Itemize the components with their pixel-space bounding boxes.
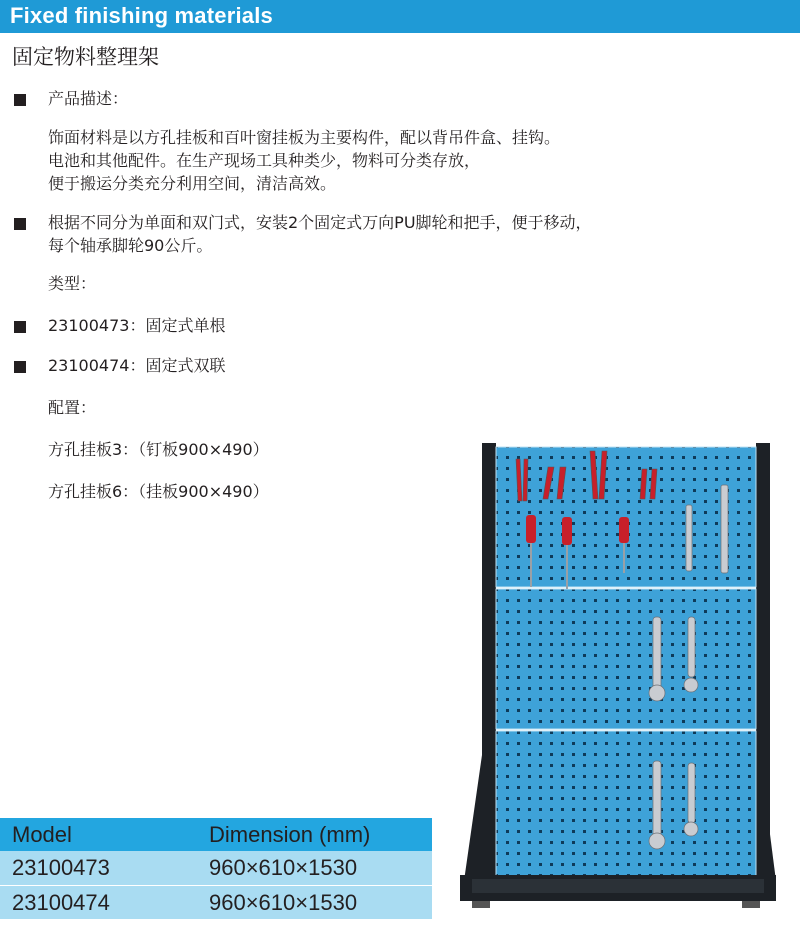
type-item: 23100474：固定式双联 <box>48 356 226 375</box>
desc-line: 饰面材料是以方孔挂板和百叶窗挂板为主要构件，配以背吊件盒、挂钩。 <box>48 128 561 147</box>
product-title: 固定物料整理架 <box>12 45 159 69</box>
header-bar <box>0 0 800 33</box>
header-title: Fixed finishing materials <box>10 3 273 28</box>
table-header-cell: Model <box>12 822 72 847</box>
table-row <box>0 885 432 919</box>
config-label: 配置： <box>48 398 97 417</box>
table-cell: 23100473 <box>12 855 110 880</box>
feature-line: 每个轴承脚轮90公斤。 <box>48 236 213 255</box>
desc-heading: 产品描述： <box>48 89 129 108</box>
desc-line: 便于搬运分类充分利用空间，清洁高效。 <box>48 174 337 193</box>
table-header-row <box>0 818 432 851</box>
type-label: 类型： <box>48 274 97 293</box>
table-row <box>0 851 432 885</box>
bullet-icon <box>14 321 26 333</box>
table-cell: 23100474 <box>12 890 110 915</box>
config-item: 方孔挂板6：（挂板900×490） <box>48 482 269 501</box>
bullet-icon <box>14 94 26 106</box>
table-header-cell: Dimension (mm) <box>209 822 371 847</box>
config-item: 方孔挂板3：（钉板900×490） <box>48 440 269 459</box>
table-cell: 960×610×1530 <box>209 855 358 880</box>
table-cell: 960×610×1530 <box>209 890 358 915</box>
bullet-icon <box>14 361 26 373</box>
bullet-icon <box>14 218 26 230</box>
type-item: 23100473：固定式单根 <box>48 316 226 335</box>
rack-illustration <box>458 441 778 915</box>
feature-line: 根据不同分为单面和双门式，安装2个固定式万向PU脚轮和把手，便于移动， <box>48 213 592 232</box>
desc-line: 电池和其他配件。在生产现场工具种类少，物料可分类存放， <box>48 151 481 170</box>
spec-table <box>0 818 432 919</box>
